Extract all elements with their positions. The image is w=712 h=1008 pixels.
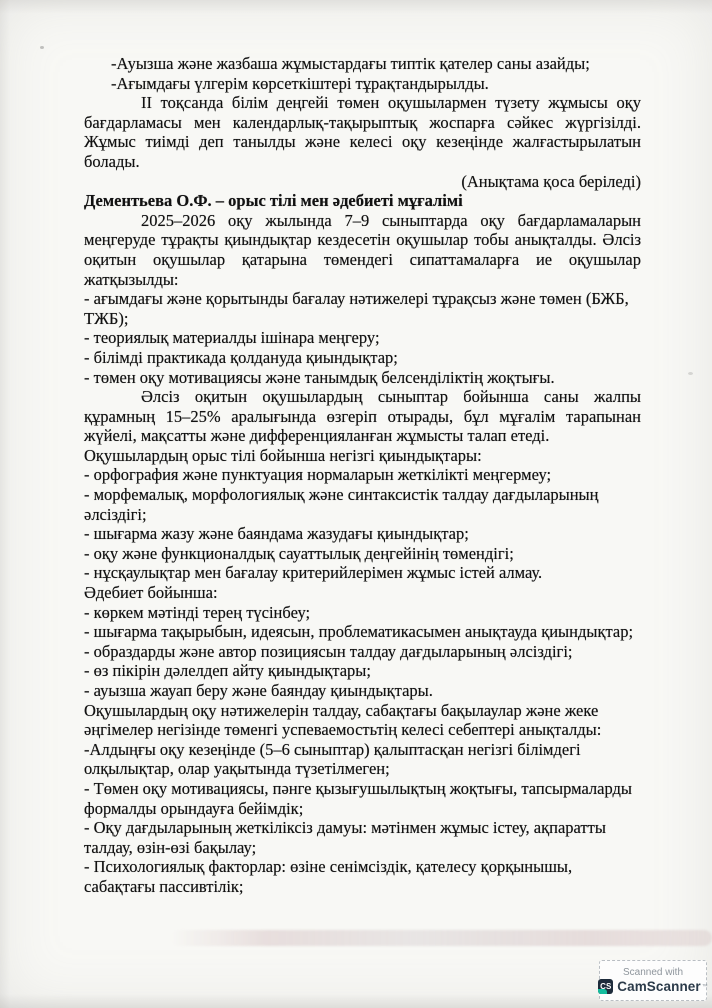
bullet-partial-theory: - теориялық материалды ішінара меңгеру;	[84, 328, 380, 348]
scan-artifact-band	[170, 930, 712, 946]
camscanner-icon-letters: CS	[600, 982, 612, 991]
trademark-symbol: ™	[701, 983, 708, 990]
camscanner-brand-text: CamScanner	[617, 979, 701, 994]
bullet-functional-literacy: - оқу және функционалдық сауаттылық деңгейінің төмендігі;	[84, 543, 514, 563]
bullet-practice-difficulty: - білімді практикада қолдануда қиындықтар;	[84, 347, 398, 367]
heading-russian-difficulties: Оқушылардың орыс тілі бойынша негізгі қиындықтары:	[84, 445, 482, 465]
scan-artifact-left-edge	[0, 0, 10, 1008]
note-attachment: (Анықтама қоса беріледі)	[461, 171, 641, 191]
paragraph-percentage-range: Әлсіз оқитын оқушылардың сыныптар бойынша саны жалпы құрамның 15–25% аралығында өзгеріп отырады, бұл мұғалім тарапынан жүйелі, мақсатты және дифференцияланған жұмысты талап етеді.	[84, 387, 641, 446]
paragraph-weak-students-intro: 2025–2026 оқу жылында 7–9 сыныптарда оқу бағдарламаларын меңгеруде тұрақты қиындықтар кездесетін оқушылар тобы анықталды. Әлсіз оқитын оқушылар қатарына төмендегі сипаттамаларға ие оқушылар жатқызылды:	[84, 210, 641, 289]
document-text-block	[84, 54, 641, 897]
bullet-prior-gaps: -Алдыңғы оқу кезеңінде (5–6 сыныптар) қалыптасқан негізгі білімдегі олқылықтар, олар уақытында түзетілмеген;	[84, 739, 581, 779]
camscanner-badge[interactable]	[599, 960, 707, 1001]
camscanner-icon	[598, 979, 613, 994]
paragraph-progress-stabilized: -Ағымдағы үлгерім көрсеткіштері тұрақтандырылды.	[111, 73, 489, 93]
bullet-author-position: - образдарды және автор позициясын талдау дағдыларының әлсіздігі;	[84, 641, 573, 661]
paragraph-typical-errors: -Ауызша және жазбаша жұмыстардағы типтік қателер саны азайды;	[111, 54, 590, 73]
bullet-morphology: - морфемалық, морфологиялық және синтаксистік талдау дағдыларының әлсіздігі;	[84, 485, 599, 524]
bullet-unstable-grades: - ағымдағы және қорытынды бағалау нәтижелері тұрақсыз және төмен (БЖБ, ТЖБ);	[84, 289, 629, 328]
scan-speck	[688, 372, 693, 375]
scan-artifact-top-edge	[0, 0, 712, 14]
heading-literature: Әдебиет бойынша:	[84, 583, 218, 603]
scan-speck	[40, 46, 44, 49]
paragraph-causes-intro: Оқушылардың оқу нәтижелерін талдау, сабақтағы бақылаулар және жеке әңгімелер негізінде төменгі успеваемостьтің келесі себептері анықталды:	[84, 700, 602, 740]
teacher-heading: Дементьева О.Ф. – орыс тілі мен әдебиеті мұғалімі	[84, 191, 463, 211]
bullet-instructions-criteria: - нұсқаулықтар мен бағалау критерийлерімен жұмыс істей алмау.	[84, 563, 543, 583]
bullet-text-comprehension: - көркем мәтінді терең түсінбеу;	[84, 602, 311, 622]
bullet-psychological-factors: - Психологиялық факторлар: өзіне сенімсіздік, қателесу қорқынышы, сабақтағы пассивтілік;	[84, 857, 573, 896]
bullet-orthography: - орфография және пунктуация нормаларын жеткілікті меңгермеу;	[84, 465, 552, 485]
paragraph-quarter2-correction: ІІ тоқсанда білім деңгейі төмен оқушылармен түзету жұмысы оқу бағдарламасы мен календарлық-тақырыптық жоспарға сәйкес жүргізілді. Жұмыс тиімді деп танылды және келесі оқу кезеңінде жалғастырылатын болады.	[84, 93, 641, 171]
bullet-formal-completion: - Төмен оқу мотивациясы, пәнге қызығушылықтың жоқтығы, тапсырмаларды формалды орындауға бейімдік;	[84, 778, 632, 818]
scanned-with-label: Scanned with	[622, 966, 684, 978]
bullet-skills-underdeveloped: - Оқу дағдыларының жеткіліксіз дамуы: мәтінмен жұмыс істеу, ақпаратты талдау, өзін-өзі бақылау;	[84, 818, 606, 857]
bullet-own-opinion: - өз пікірін дәлелдеп айту қиындықтары;	[84, 661, 371, 681]
bullet-oral-answer: - ауызша жауап беру және баяндау қиындықтары.	[84, 681, 433, 700]
bullet-essay-writing: - шығарма жазу және баяндама жазудағы қиындықтар;	[84, 524, 469, 544]
bullet-low-motivation: - төмен оқу мотивациясы және танымдық белсенділіктің жоқтығы.	[84, 367, 555, 387]
camscanner-brand-row	[598, 979, 708, 995]
bullet-theme-idea: - шығарма тақырыбын, идеясын, проблематикасымен анықтауда қиындықтар;	[84, 622, 634, 642]
